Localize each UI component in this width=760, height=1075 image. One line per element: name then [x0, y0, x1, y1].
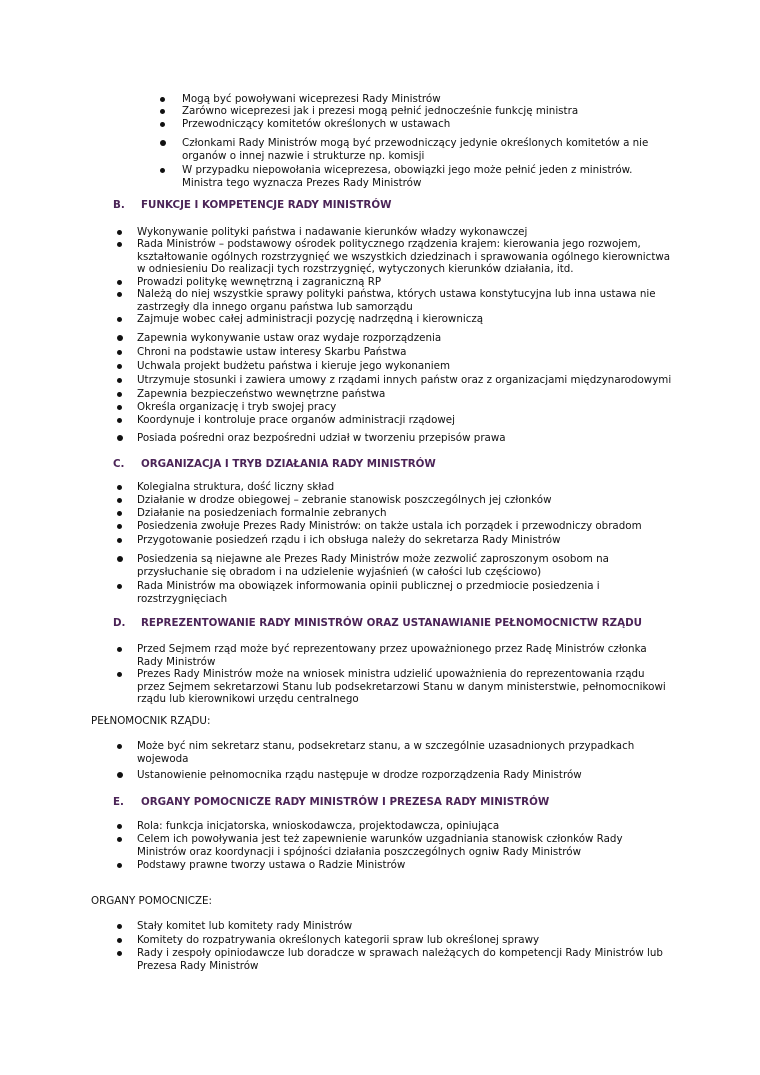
pelnomocnik-label: PEŁNOMOCNIK RZĄDU: [91, 715, 211, 727]
bullet-icon [117, 524, 122, 529]
bullet-icon [160, 140, 166, 146]
bullet-icon [117, 863, 122, 868]
bullet-icon [117, 230, 122, 235]
bullet-icon [117, 435, 123, 441]
bullet-icon [117, 392, 122, 397]
bullet-icon [117, 317, 122, 322]
bullet-icon [117, 350, 122, 355]
bullet-icon [117, 924, 122, 929]
bullet-icon [117, 280, 122, 285]
bullet-icon [117, 405, 122, 410]
bullet-icon [117, 837, 122, 842]
bullet-icon [117, 647, 122, 652]
bullet-icon [117, 584, 122, 589]
bullet-icon [117, 951, 122, 956]
bullet-icon [117, 485, 122, 490]
bullet-icon [117, 938, 122, 943]
bullet-icon [117, 772, 123, 778]
organy-label: ORGANY POMOCNICZE: [91, 895, 212, 907]
bullet-icon [117, 824, 122, 829]
bullet-icon [117, 672, 122, 677]
bullet-icon [117, 538, 122, 543]
bullet-icon [160, 122, 165, 127]
bullet-icon [117, 242, 122, 247]
bullet-icon [160, 109, 165, 114]
bullet-icon [117, 378, 122, 383]
bullet-icon [117, 511, 122, 516]
bullet-icon [117, 292, 122, 297]
bullet-icon [117, 418, 122, 423]
document-page: Mogą być powoływani wiceprezesi Rady Ministrów Zarówno wiceprezesi jak i prezesi mogą pełnić jednocześnie funkcję ministra Przewodniczący komitetów określonych w ustawach Członkami Rady Ministrów mogą być przewodniczący jedynie określonych komitetów a nie organów o innej nazwie i strukturze np. komisji W przypadku niepowołania wiceprezesa, obowiązki jego może pełnić jeden z ministrów. Ministra tego wyznacza Prezes Rady Ministrów B. FUNKCJE I KOMPETENCJE RADY MINISTRÓW Wykonywanie polityki państwa i nadawanie kierunków władzy wykonawczej Rada Ministrów – podstawowy ośrodek politycznego rządzenia krajem: kierowania jego rozwojem, kształtowanie ogólnych rozstrzygnięć we wszystkich dziedzinach i sprawowania ogólnego kierownictwa w odniesieniu Do realizacji tych rozstrzygnięć, wytyczonych kierunków działania, itd. Prowadzi politykę wewnętrzną i zagraniczną RP Należą do niej wszystkie sprawy polityki państwa, których ustawa konstytucyjna lub inna ustawa nie zastrzegły dla innego organu państwa lub samorządu Zajmuje wobec całej administracji pozycję nadrzędną i kierowniczą Zapewnia wykonywanie ustaw oraz wydaje rozporządzenia Chroni na podstawie ustaw interesy Skarbu Państwa Uchwala projekt budżetu państwa i kieruje jego wykonaniem Utrzymuje stosunki i zawiera umowy z rządami innych państw oraz z organizacjami międzynarodowymi Zapewnia bezpieczeństwo wewnętrzne państwa Określa organizację i tryb swojej pracy Koordynuje i kontroluje prace organów administracji rządowej Posiada pośredni oraz bezpośredni udział w tworzeniu przepisów prawa C. ORGANIZACJA I TRYB DZIAŁANIA RADY MINISTRÓW Kolegialna struktura, dość liczny skład Działanie w drodze obiegowej – zebranie stanowisk poszczególnych jej członków Działanie na posiedzeniach formalnie zebranych Posiedzenia zwołuje Prezes Rady Ministrów: on także ustala ich porządek i przewodniczy obradom Przygotowanie posiedzeń rządu i ich obsługa należy do sekretarza Rady Ministrów Posiedzenia są niejawne ale Prezes Rady Ministrów może zezwolić zaproszonym osobom na przysłuchanie się obradom i na udzielenie wyjaśnień (w całości lub częściowo) Rada Ministrów ma obowiązek informowania opinii publicznej o przedmiocie posiedzenia i rozstrzygnięciach D. REPREZENTOWANIE RADY MINISTRÓW ORAZ USTANAWIANIE PEŁNOMOCNICTW RZĄDU Przed Sejmem rząd może być reprezentowany przez upoważnionego przez Radę Ministrów członka Rady Ministrów Prezes Rady Ministrów może na wniosek ministra udzielić upoważnienia do reprezentowania rządu przez Sejmem sekretarzowi Stanu lub podsekretarzowi Stanu w danym ministerstwie, pełnomocnikowi rządu lub kierownikowi urzędu centralnego PEŁNOMOCNIK RZĄDU: Może być nim sekretarz stanu, podsekretarz stanu, a w szczególnie uzasadnionych przypadkach wojewoda Ustanowienie pełnomocnika rządu następuje w drodze rozporządzenia Rady Ministrów E. ORGANY POMOCNICZE RADY MINISTRÓW I PREZESA RADY MINISTRÓW Rola: funkcja inicjatorska, wnioskodawcza, projektodawcza, opiniująca Celem ich powoływania jest też zapewnienie warunków uzgadniania stanowisk członków Rady Ministrów oraz koordynacji i spójności działania poszczególnych ogniw Rady Ministrów Podstawy prawne tworzy ustawa o Radzie Ministrów ORGANY POMOCNICZE: Stały komitet lub komitety rady Ministrów Komitety do rozpatrywania określonych kategorii spraw lub określonej sprawy Rady i zespoły opiniodawcze lub doradcze w sprawach należących do kompetencji Rady Ministrów lub Prezesa Rady Ministrów [91, 93, 672, 972]
bullet-icon [117, 498, 122, 503]
bullet-icon [117, 335, 123, 341]
bullet-icon [117, 556, 123, 562]
bullet-icon [160, 97, 165, 102]
bullet-icon [117, 744, 122, 749]
bullet-icon [160, 168, 165, 173]
bullet-icon [117, 364, 122, 369]
